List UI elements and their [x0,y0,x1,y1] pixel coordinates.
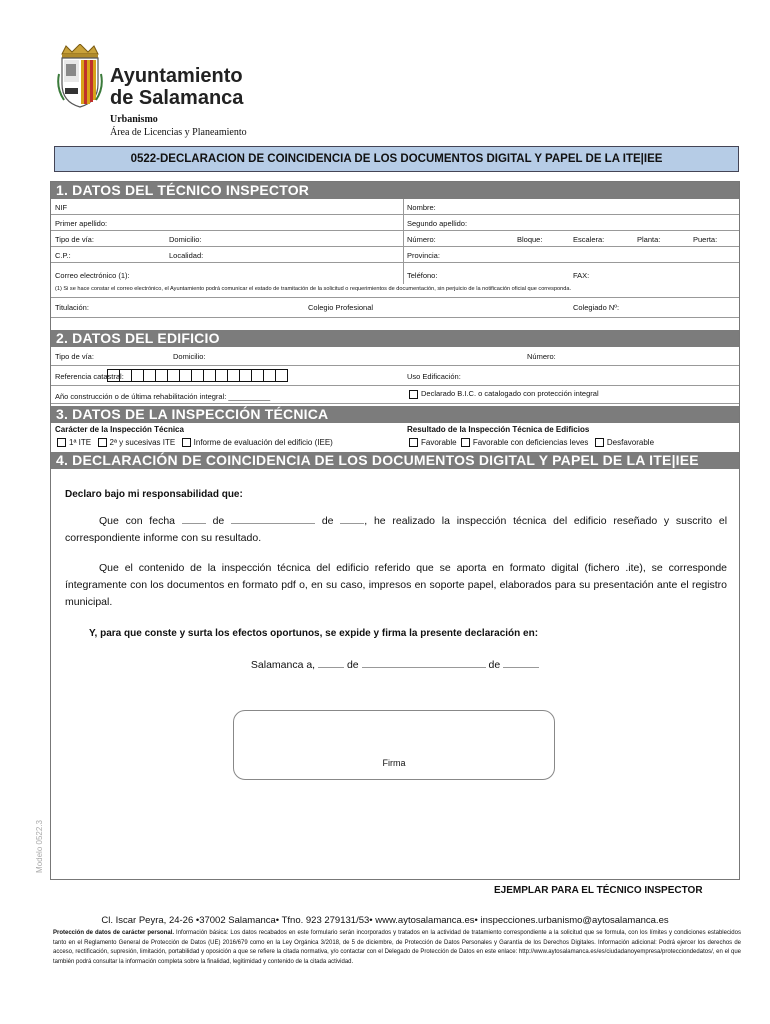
localidad-field[interactable]: Localidad: [169,251,204,260]
section1-heading: 1. DATOS DEL TÉCNICO INSPECTOR [51,182,739,199]
email-footnote: (1) Si se hace constar el correo electrónico, el Ayuntamiento podrá comunicar el estado de tramitación de la solicitud o requerimientos de documentación, sin perjuicio de la notificación oficial que corresponda. [55,286,572,292]
paragraph-fecha: Que con fecha de de , he realizado la inspección técnica del edificio reseñado y suscrito el correspondiente informe con su resultado. [65,515,728,544]
place-date-line: Salamanca a, de de [51,658,739,671]
copy-recipient: EJEMPLAR PARA EL TÉCNICO INSPECTOR [494,885,703,896]
correo-field[interactable]: Correo electrónico (1): [55,271,130,280]
checkbox-1-ite[interactable] [57,438,66,447]
option-desfavorable[interactable]: Desfavorable [593,438,654,447]
data-protection-notice: Protección de datos de carácter personal. Información básica: Los datos recabados en este formulario serán incorporados y tratados en la actividad de tratamiento correspondiente a la solicitud que se formula, con los límites y condiciones establecidos tanto en el Reglamento General de Protección de Datos (UE) 2016/679 como en la Ley Orgánica 3/2018, de 5 de diciembre, de Protección de Datos Personales y Garantía de los Derechos Digitales. Información adicional: Podrá ejercer los derechos de acceso, rectificación, supresión, limitación, portabilidad y oposición a que se refiere la citada normativa, y/o contactar con el Delegado de Protección de Datos en este enlace: http://www.aytosalamanca.es/es/ciudadanoyempresa/protecciondedatos/, en el que también podrá consultar la información completa sobre la finalidad, legitimidad y contenido de la citada actividad. [53,930,741,965]
row-apellidos [51,215,739,231]
edificio-tipo-via-field[interactable]: Tipo de vía: [55,352,94,361]
declaration-form [34,181,740,880]
row-anio [51,386,739,404]
edificio-numero-field[interactable]: Número: [527,352,556,361]
row-direccion [51,231,739,247]
option-favorable[interactable]: Favorable [407,438,457,447]
nombre-field[interactable]: Nombre: [407,203,436,212]
row-cp-localidad [51,247,739,263]
coat-of-arms-logo [56,44,104,108]
option-2-ite[interactable]: 2ª y sucesivas ITE [96,438,176,447]
declaro-text: Declaro bajo mi responsabilidad que: [65,489,243,500]
model-code: Modelo 0522.3 [34,820,44,873]
fax-field[interactable]: FAX: [573,271,590,280]
numero-field[interactable]: Número: [407,235,436,244]
contact-address: Cl. Iscar Peyra, 24-26 •37002 Salamanca• Tfno. 923 279131/53• www.aytosalamanca.es• inspecciones.urbanismo@aytosalamanca.es [101,915,669,926]
conste-text: Y, para que conste y surta los efectos oportunos, se expide y firma la presente declaración en: [89,628,539,639]
checkbox-favorable-deficiencias[interactable] [461,438,470,447]
provincia-field[interactable]: Provincia: [407,251,440,260]
department-name: Urbanismo [110,114,158,125]
edificio-domicilio-field[interactable]: Domicilio: [173,352,206,361]
section2-heading: 2. DATOS DEL EDIFICIO [51,330,739,347]
caracter-label: Carácter de la Inspección Técnica [55,425,184,434]
section3-heading: 3. DATOS DE LA INSPECCIÓN TÉCNICA [51,406,739,423]
tipo-via-field[interactable]: Tipo de vía: [55,235,94,244]
segundo-apellido-field[interactable]: Segundo apellido: [407,219,468,228]
bic-checkbox[interactable] [409,390,418,399]
paragraph-contenido: Que el contenido de la inspección técnica del edificio referido que se aporta en formato digital (fichero .ite), se corresponde íntegramente con los documentos en formato pdf o, en su caso, impresos en soporte papel, elaborados para su presentación ante el registro municipal. [65,562,727,608]
row-titulacion [51,298,739,318]
checkbox-desfavorable[interactable] [595,438,604,447]
department-area: Área de Licencias y Planeamiento [110,127,247,138]
bloque-field[interactable]: Bloque: [517,235,543,244]
colegiado-field[interactable]: Colegiado Nº: [573,303,620,312]
escalera-field[interactable]: Escalera: [573,235,605,244]
signature-label: Firma [382,758,406,768]
row-nif-nombre [51,199,739,215]
anio-construccion-field[interactable]: Año construcción o de última rehabilitación integral: __________ [55,392,271,401]
colegio-field[interactable]: Colegio Profesional [308,303,374,312]
row-contacto [51,263,739,298]
row-referencia [51,366,739,386]
cp-field[interactable]: C.P.: [55,251,71,260]
option-favorable-deficiencias[interactable]: Favorable con deficiencias leves [459,438,589,447]
checkbox-favorable[interactable] [409,438,418,447]
caracter-options [55,438,333,447]
row-edificio-direccion [51,347,739,366]
puerta-field[interactable]: Puerta: [693,235,718,244]
section4-heading: 4. DECLARACIÓN DE COINCIDENCIA DE LOS DOCUMENTOS DIGITAL Y PAPEL DE LA ITE|IEE [51,452,739,469]
uso-edificacion-field[interactable]: Uso Edificación: [407,372,461,381]
organization-name-line1: Ayuntamiento [110,65,243,87]
primer-apellido-field[interactable]: Primer apellido: [55,219,108,228]
resultado-options [407,438,654,447]
option-iee[interactable]: Informe de evaluación del edificio (IEE) [180,438,333,447]
signature-box[interactable] [233,710,555,780]
domicilio-field[interactable]: Domicilio: [169,235,202,244]
document-title: 0522-DECLARACION DE COINCIDENCIA DE LOS DOCUMENTOS DIGITAL Y PAPEL DE LA ITE|IEE [54,146,739,172]
checkbox-2-ite[interactable] [98,438,107,447]
option-1-ite[interactable]: 1ª ITE [55,438,91,447]
checkbox-iee[interactable] [182,438,191,447]
planta-field[interactable]: Planta: [637,235,661,244]
bic-option[interactable]: Declarado B.I.C. o catalogado con protección integral [409,389,599,399]
telefono-field[interactable]: Teléfono: [407,271,438,280]
organization-name-line2: de Salamanca [110,87,244,109]
resultado-label: Resultado de la Inspección Técnica de Edificios [407,425,590,434]
referencia-label: Referencia catastral: [55,372,124,381]
referencia-catastral-cells[interactable] [108,369,288,382]
titulacion-field[interactable]: Titulación: [55,303,89,312]
nif-field[interactable]: NIF [55,203,68,212]
